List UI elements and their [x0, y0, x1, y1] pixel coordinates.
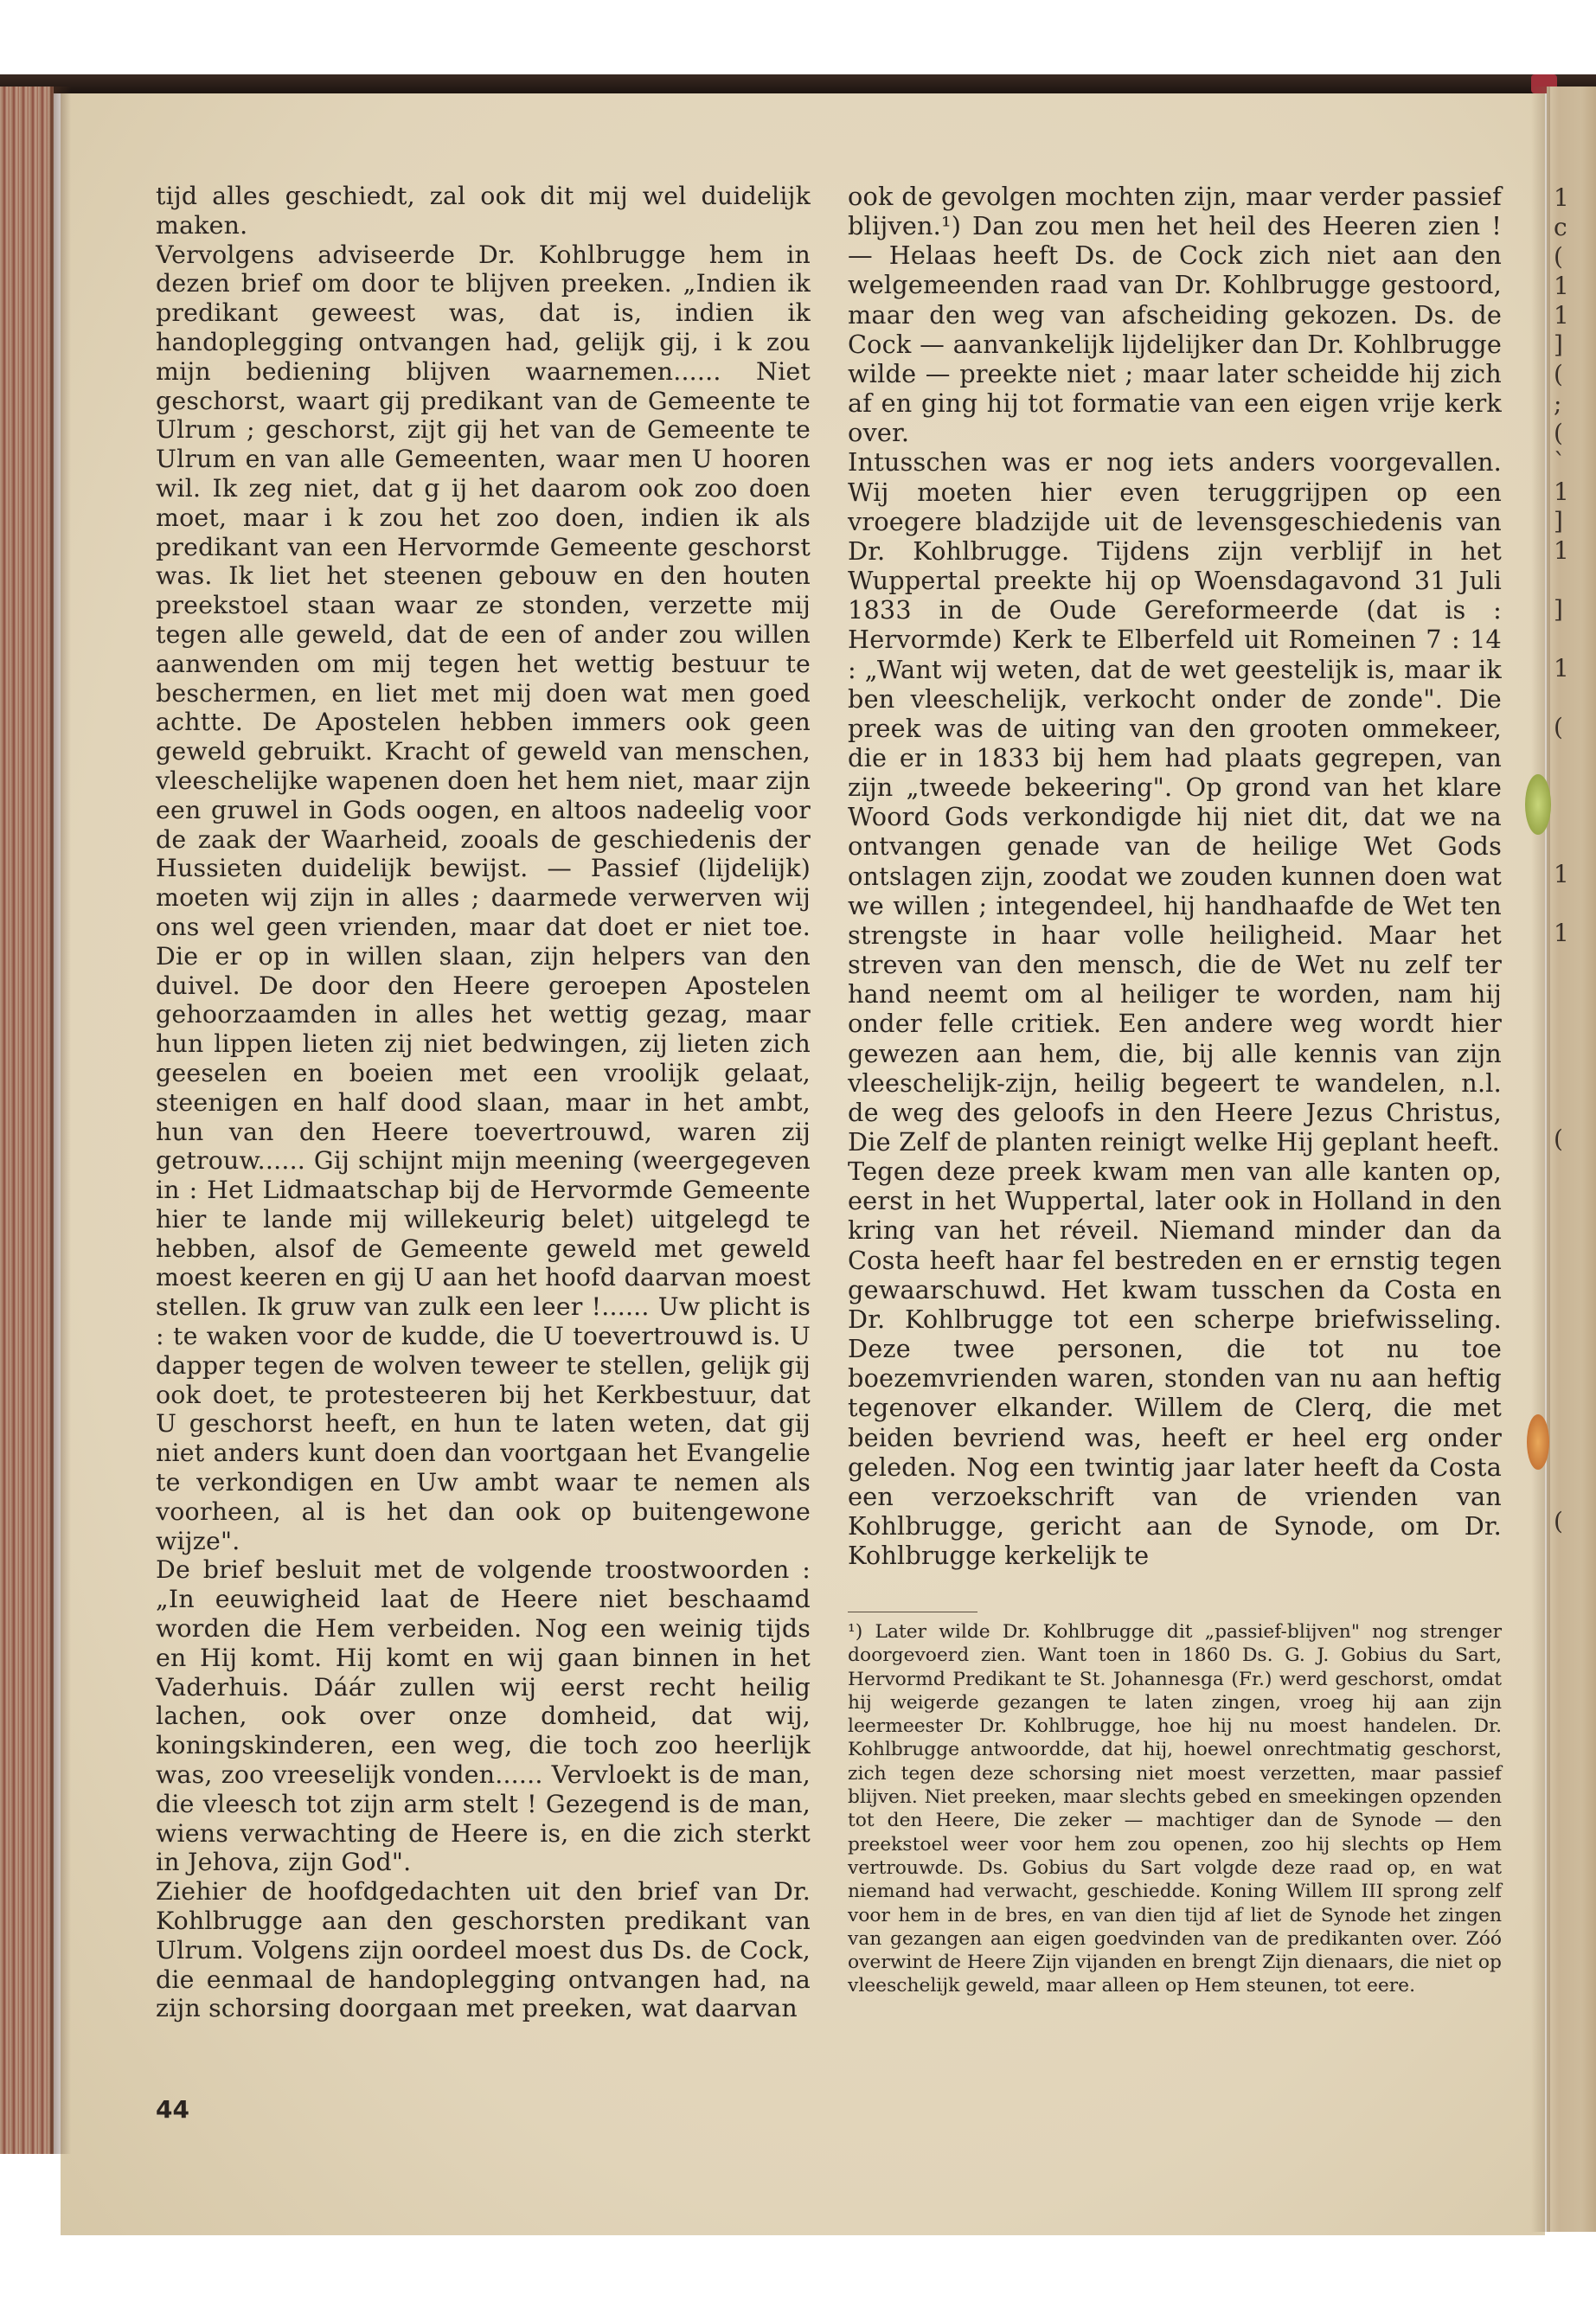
margin-fragment [1554, 830, 1588, 860]
margin-fragment [1554, 1654, 1588, 1683]
paragraph: Vervolgens adviseerde Dr. Kohlbrugge hem in dezen brief om door te blijven preeken. „Indien ik predikant geweest was, dat is, indien ik handoplegging ontvangen had, gelijk gij, i k zou mijn bediening blijven waarnemen...... Niet geschorst, waart gij predikant van de Gemeente te Ulrum ; geschorst, zijt gij het van de Gemeente te Ulrum en van alle Gemeenten, waar men U hooren wil. Ik zeg niet, dat g ij het daarom ook zoo doen moet, maar i k zou het zoo doen, indien ik als predikant van een Hervormde Gemeente geschorst was. Ik liet het steenen gebouw en den houten preekstoel staan waar ze stonden, verzette mij tegen alle geweld, dat de een of ander zou willen aanwenden om mij tegen het wettig bestuur te beschermen, en liet met mij doen wat men goed achtte. De Apostelen hebben immers ook geen geweld gebruikt. Kracht of geweld van menschen, vleeschelijke wapenen doen het hem niet, maar zijn een gruwel in Gods oogen, en altoos nadeelig voor de zaak der Waarheid, zooals de geschiedenis der Hussieten duidelijk bewijst. — Passief (lijdelijk) moeten wij zijn in alles ; daarmede verwerven wij ons wel geen vrienden, maar dat doet er niet toe. Die er op in willen slaan, zijn helpers van den duivel. De door den Heere geroepen Apostelen gehoorzaamden in alles het wettig gezag, maar hun lippen lieten zij niet bedwingen, zij lieten zich geeselen en boeien met een vroolijk gelaat, steenigen en half dood slaan, maar in het ambt, hun van den Heere toevertrouwd, waren zij getrouw...... Gij schijnt mijn meening (weergegeven in : Het Lidmaatschap bij de Hervormde Gemeente hier te lande mij willekeurig belet) uitgelegd te hebben, alsof de Gemeente geweld met geweld moest keeren en gij U aan het hoofd daarvan moest stellen. Ik gruw van zulk een leer !...... Uw plicht is : te waken voor de kudde, die U toevertrouwd is. U dapper tegen de wolven teweer te stellen, gelijk gij ook doet, te protesteeren bij het Kerkbestuur, dat U geschorst heeft, en hun te laten weten, dat gij niet anders kunt doen dan voortgaan het Evangelie te verkondigen en Uw ambt waar te nemen als voorheen, al is het dan ook op buitengewone wijze". [156, 240, 811, 1555]
margin-fragment [1554, 1977, 1588, 2007]
paragraph: ook de gevolgen mochten zijn, maar verder passief blijven.¹) Dan zou men het heil des Heeren zien ! — Helaas heeft Ds. de Cock zich niet aan den welgemeenden raad van Dr. Kohlbrugge gestoord, maar den weg van afscheiding gekozen. Ds. de Cock — aanvankelijk lijdelijker dan Dr. Kohlbrugge wilde — preekte niet ; maar later scheidde hij zich af en ging hij tot formatie van een eigen vrije kerk over. [848, 182, 1502, 448]
margin-fragment [1554, 1213, 1588, 1242]
margin-fragment: ( [1554, 242, 1563, 271]
margin-fragment [1554, 2066, 1588, 2095]
margin-fragment: 1 [1554, 654, 1569, 683]
margin-fragment [1554, 1272, 1588, 1301]
margin-fragment: 1 [1554, 183, 1569, 212]
margin-fragment: ; [1554, 389, 1562, 418]
right-text-column [848, 182, 1502, 1570]
margin-fragment [1554, 566, 1588, 595]
margin-fragment: ( [1554, 419, 1563, 447]
margin-fragment [1554, 1360, 1588, 1389]
margin-fragment [1554, 1889, 1588, 1919]
paragraph: Intusschen was er nog iets anders voorgevallen. Wij moeten hier even teruggrijpen op een vroegere bladzijde uit de levensgeschiedenis van Dr. Kohlbrugge. Tijdens zijn verblijf in het Wuppertal preekte hij op Woensdagavond 31 Juli 1833 in de Oude Gereformeerde (dat is : Hervormde) Kerk te Elberfeld uit Romeinen 7 : 14 : „Want wij weten, dat de wet geestelijk is, maar ik ben vleeschelijk, verkocht onder de zonde". Die preek was de uiting van den grooten ommekeer, die er in 1833 bij hem had plaats gegrepen, van zijn „tweede bekeering". Op grond van het klare Woord Gods verkondigde hij niet dit, dat we na ontvangen genade van de heilige Wet Gods ontslagen zijn, zoodat we zouden kunnen doen wat we willen ; integendeel, hij handhaafde de Wet ten strengste in haar volle heiligheid. Maar het streven van den mensch, die de Wet nu zelf ter hand neemt om al heiliger te worden, nam hij onder felle critiek. Een andere weg wordt hier gewezen aan hem, die, bij alle kennis van zijn vleeschelijk-zijn, heilig begeert te wandelen, n.l. de weg des geloofs in den Heere Jezus Christus, Die Zelf de planten reinigt welke Hij geplant heeft. [848, 447, 1502, 1157]
margin-fragment: ( [1554, 713, 1563, 741]
margin-fragment [1554, 1183, 1588, 1213]
margin-fragment: ` [1554, 448, 1566, 477]
margin-fragment [1554, 1683, 1588, 1713]
margin-fragment: c [1554, 213, 1567, 241]
margin-fragment [1554, 2007, 1588, 2036]
margin-fragment [1554, 1830, 1588, 1860]
margin-fragment [1554, 2154, 1588, 2183]
paragraph: tijd alles geschiedt, zal ook dit mij wel duidelijk maken. [156, 182, 811, 240]
margin-fragment [1554, 1948, 1588, 1977]
paragraph: De brief besluit met de volgende troostwoorden : „In eeuwigheid laat de Heere niet beschaamd worden die Hem verbeiden. Nog een weinig tijds en Hij komt. Hij komt en wij gaan binnen in het Vaderhuis. Dáár zullen wij eerst recht heilig lachen, ook over onze domheid, dat wij, koningskinderen, een weg, die toch zoo heerlijk was, zoo vreeselijk vonden...... Vervloekt is de man, die vleesch tot zijn arm stelt ! Gezegend is de man, wiens verwachting de Heere is, en die zich sterkt in Jehova, zijn God". [156, 1555, 811, 1877]
margin-fragment [1554, 2036, 1588, 2066]
margin-fragment: 1 [1554, 272, 1569, 300]
paragraph: Ziehier de hoofdgedachten uit den brief van Dr. Kohlbrugge aan den geschorsten predikant van Ulrum. Volgens zijn oordeel moest dus Ds. de Cock, die eenmaal de handoplegging ontvangen had, na zijn schorsing doorgaan met preeken, wat daarvan [156, 1877, 811, 2023]
margin-fragment [1554, 2183, 1588, 2213]
green-stain [1525, 774, 1551, 835]
margin-fragment: 1 [1554, 860, 1569, 888]
margin-fragment [1554, 772, 1588, 801]
margin-fragment [1554, 1330, 1588, 1360]
margin-fragment [1554, 1860, 1588, 1889]
margin-fragment [1554, 742, 1588, 772]
margin-fragment: 1 [1554, 536, 1569, 565]
margin-fragment [1554, 625, 1588, 654]
margin-fragment [1554, 1919, 1588, 1948]
margin-fragment [1554, 948, 1588, 977]
margin-fragment [1554, 1801, 1588, 1830]
margin-fragment [1554, 1066, 1588, 1095]
margin-fragment: 1 [1554, 478, 1569, 506]
margin-fragment: ] [1554, 330, 1563, 359]
margin-fragment [1554, 1477, 1588, 1507]
margin-fragment: 1 [1554, 301, 1569, 330]
paragraph: Tegen deze preek kwam men van alle kanten op, eerst in het Wuppertal, later ook in Holland in den kring van het réveil. Niemand minder dan da Costa heeft haar fel bestreden en er ernstig tegen gewaarschuwd. Het kwam tusschen da Costa en Dr. Kohlbrugge tot een scherpe briefwisseling. Deze twee personen, die tot nu toe boezemvrienden waren, stonden van nu aan heftig tegenover elkander. Willem de Clerq, die met beiden bevriend was, heeft er heel erg onder geleden. Nog een twintig jaar later heeft da Costa een verzoekschrift van de vrienden van Kohlbrugge, gericht aan de Synode, om Dr. Kohlbrugge kerkelijk te [848, 1157, 1502, 1571]
footnote [848, 1620, 1502, 1998]
margin-fragment [1554, 2125, 1588, 2154]
margin-fragment [1554, 1772, 1588, 1801]
facing-page-margin-fragments [1554, 183, 1588, 2301]
margin-fragment [1554, 2213, 1588, 2242]
margin-fragment [1554, 2242, 1588, 2272]
margin-fragment [1554, 1389, 1588, 1419]
margin-fragment [1554, 889, 1588, 919]
margin-fragment [1554, 1036, 1588, 1066]
margin-fragment [1554, 2095, 1588, 2125]
margin-fragment [1554, 1713, 1588, 1742]
left-text-column [156, 182, 811, 2023]
spine-shadow [50, 87, 71, 2154]
margin-fragment [1554, 801, 1588, 830]
margin-fragment [1554, 977, 1588, 1007]
orange-stain [1527, 1414, 1549, 1470]
margin-fragment: ] [1554, 507, 1563, 535]
margin-fragment: 1 [1554, 919, 1569, 947]
book-spine-edge [0, 87, 54, 2154]
margin-fragment: ( [1554, 1507, 1563, 1535]
margin-fragment [1554, 1242, 1588, 1272]
margin-fragment [1554, 1536, 1588, 1566]
margin-fragment [1554, 1566, 1588, 1595]
margin-fragment: ] [1554, 595, 1563, 624]
page-number: 44 [156, 2095, 189, 2124]
margin-fragment [1554, 2272, 1588, 2301]
margin-fragment [1554, 1448, 1588, 1477]
margin-fragment [1554, 1419, 1588, 1448]
margin-fragment [1554, 1595, 1588, 1625]
margin-fragment [1554, 683, 1588, 713]
margin-fragment [1554, 1625, 1588, 1654]
book-top-edge [0, 74, 1596, 93]
margin-fragment: ( [1554, 1125, 1563, 1153]
margin-fragment [1554, 1007, 1588, 1036]
margin-fragment [1554, 1154, 1588, 1183]
margin-fragment [1554, 1301, 1588, 1330]
gutter-shadow [1531, 87, 1550, 2232]
margin-fragment: ( [1554, 360, 1563, 388]
margin-fragment [1554, 1742, 1588, 1772]
margin-fragment [1554, 1095, 1588, 1125]
footnote-text: ¹) Later wilde Dr. Kohlbrugge dit „passief-blijven" nog strenger doorgevoerd zien. Want toen in 1860 Ds. G. J. Gobius du Sart, Hervormd Predikant te St. Johannesga (Fr.) werd geschorst, omdat hij weigerde gezangen te laten zingen, vroeg hij aan zijn leermeester Dr. Kohlbrugge, hoe hij nu moest handelen. Dr. Kohlbrugge antwoordde, dat hij, hoewel onrechtmatig geschorst, zich tegen deze schorsing niet moest verzetten, maar passief blijven. Niet preeken, maar slechts gebed en smeekingen opzenden tot den Heere, Die zeker — machtiger dan de Synode — den preekstoel weer voor hem zou openen, zoo hij slechts op Hem vertrouwde. Ds. Gobius du Sart volgde deze raad op, en wat niemand had verwacht, geschiedde. Koning Willem III sprong zelf voor hem in de bres, en van dien tijd af liet de Synode het zingen van gezangen aan eigen goedvinden van de predikanten over. Zóó overwint de Heere Zijn vijanden en brengt Zijn dienaars, die niet op vleeschelijk geweld, maar alleen op Hem steunen, tot eere. [848, 1621, 1502, 1997]
